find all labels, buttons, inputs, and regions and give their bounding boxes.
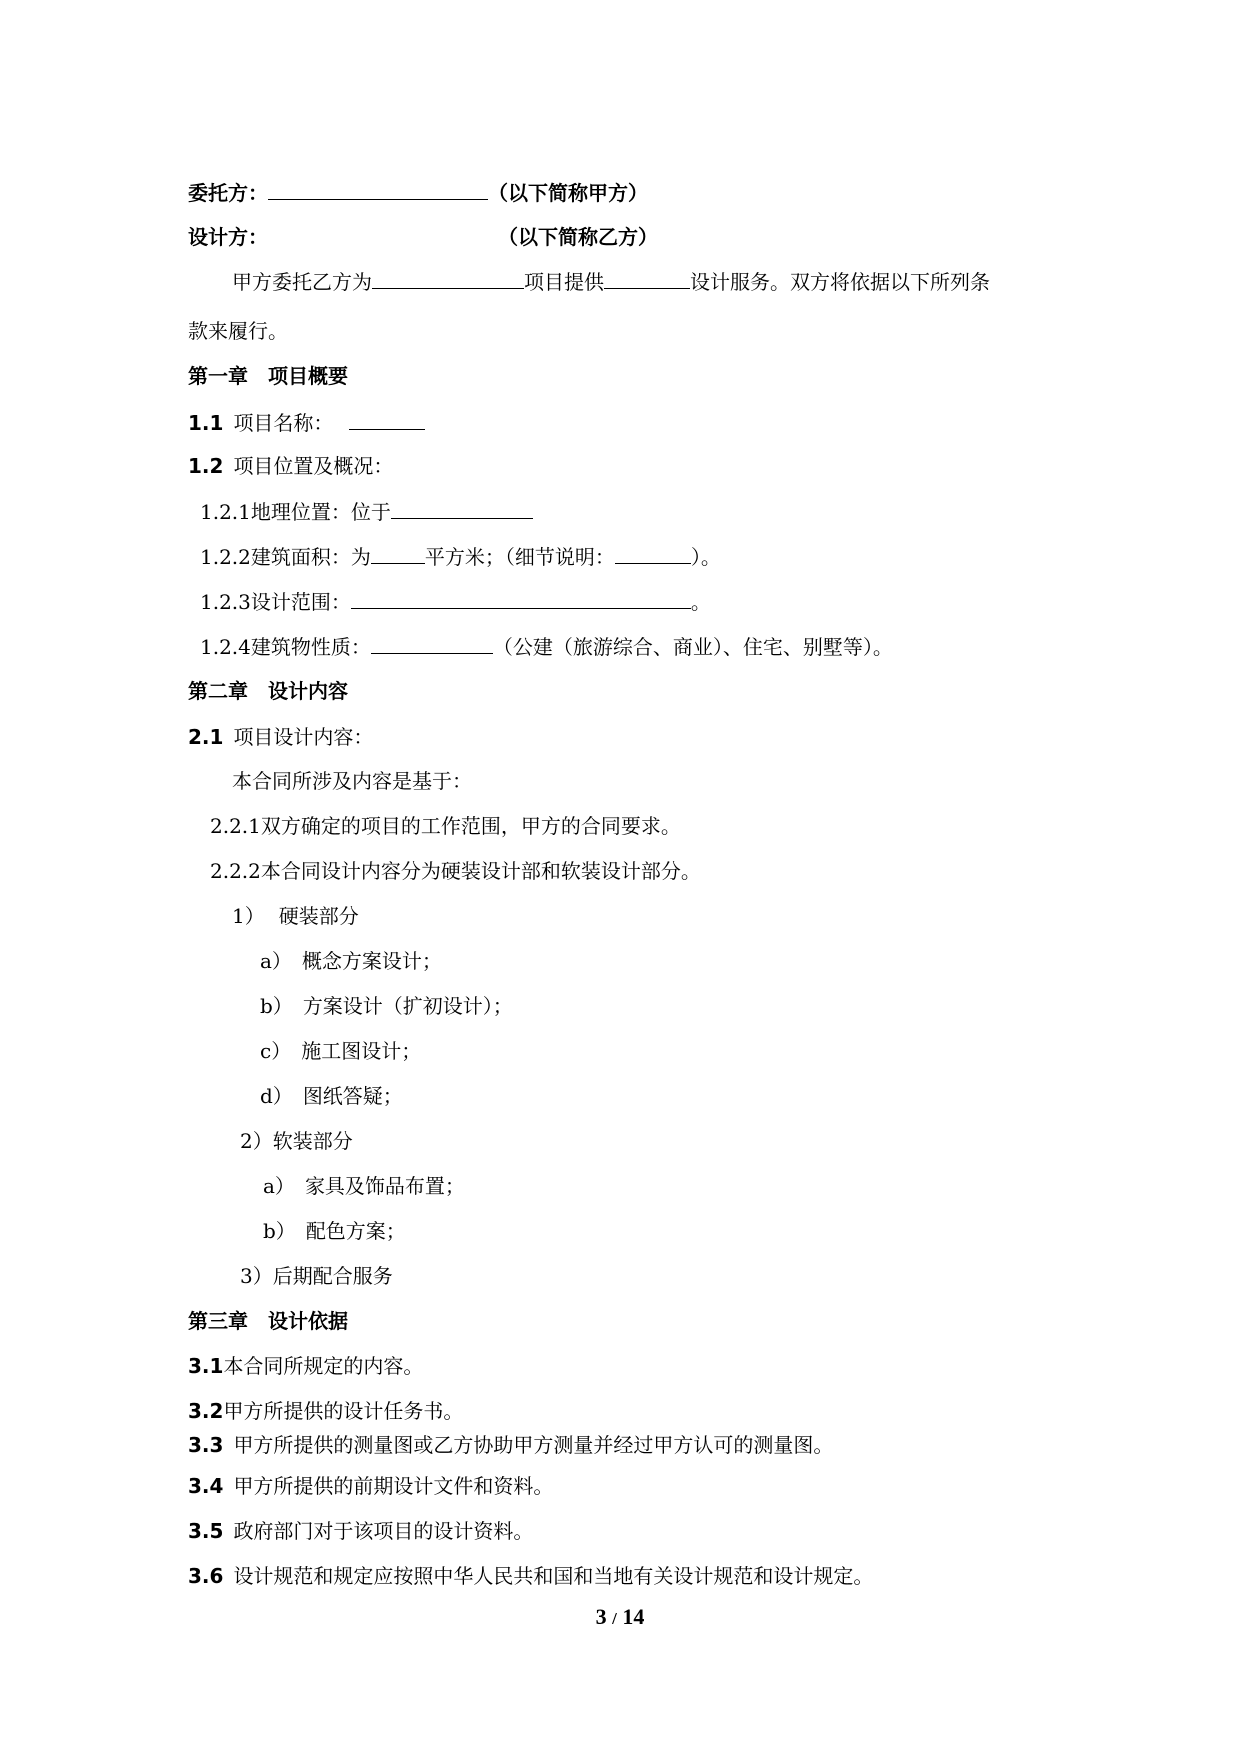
hard-item-d — [260, 1083, 403, 1109]
list-marker: d） — [260, 1084, 293, 1108]
section-1-2-text: 项目位置及概况： — [233, 454, 394, 478]
list-item-text: 配色方案； — [305, 1219, 406, 1243]
total-pages: 14 — [622, 1604, 645, 1629]
list-marker: c） — [260, 1039, 292, 1063]
section-1-2-3-end: 。 — [690, 590, 711, 614]
section-text: 本合同所规定的内容。 — [223, 1354, 424, 1378]
section-2-2-1: 2.2.1双方确定的项目的工作范围，甲方的合同要求。 — [210, 814, 681, 838]
soft-item-b — [263, 1218, 406, 1244]
section-3-3 — [188, 1432, 833, 1458]
section-1-2-1-text: 1.2.1地理位置：位于 — [200, 500, 391, 524]
section-1-2-4-options: （公建（旅游综合、商业）、住宅、别墅等）。 — [492, 635, 893, 659]
section-1-1 — [188, 409, 425, 436]
list-item-text: 方案设计（扩初设计）； — [302, 994, 513, 1018]
section-1-2-4-text: 1.2.4建筑物性质： — [200, 635, 371, 659]
client-suffix: （以下简称甲方） — [488, 181, 648, 205]
intro-line-2 — [188, 318, 288, 344]
hard-item-b — [260, 993, 513, 1019]
soft-decoration-heading: 2）软装部分 — [240, 1129, 353, 1153]
section-1-1-text: 项目名称： — [233, 411, 334, 435]
section-2-1 — [188, 724, 373, 750]
intro-line-1 — [232, 268, 990, 295]
hard-decoration-number: 1） — [232, 904, 265, 928]
section-number: 3.1 — [188, 1354, 224, 1378]
soft-item-a — [263, 1173, 465, 1199]
section-1-2-4 — [200, 633, 893, 660]
designer-label: 设计方： — [188, 225, 268, 249]
section-3-1 — [188, 1353, 423, 1379]
client-label: 委托方： — [188, 181, 268, 205]
list-marker: a） — [263, 1174, 295, 1198]
section-number: 3.3 — [188, 1433, 224, 1457]
after-service-heading: 3）后期配合服务 — [240, 1264, 393, 1288]
section-1-2-2-close: ）。 — [690, 545, 721, 569]
section-1-2-1 — [200, 498, 533, 525]
location-blank — [391, 498, 533, 519]
section-text: 设计规范和规定应按照中华人民共和国和当地有关设计规范和设计规定。 — [233, 1564, 874, 1588]
intro-part1: 甲方委托乙方为 — [232, 270, 372, 294]
hard-item-c — [260, 1038, 421, 1064]
building-type-blank — [371, 633, 493, 654]
area-blank — [371, 543, 425, 564]
section-1-2-2-text: 1.2.2建筑面积：为 — [200, 545, 371, 569]
intro-part3: 设计服务。双方将依据以下所列条 — [690, 270, 990, 294]
project-name-blank — [372, 268, 524, 289]
section-2-1-number: 2.1 — [188, 725, 224, 749]
intro-part2: 项目提供 — [524, 270, 604, 294]
page-number — [0, 1604, 1240, 1630]
section-number: 3.4 — [188, 1474, 224, 1498]
current-page: 3 — [595, 1604, 607, 1629]
section-3-5 — [188, 1518, 533, 1544]
design-scope-blank — [351, 588, 691, 609]
section-1-2-number: 1.2 — [188, 454, 224, 478]
list-item-text: 概念方案设计； — [301, 949, 442, 973]
chapter1-title: 第一章 项目概要 — [188, 364, 348, 388]
designer-suffix: （以下简称乙方） — [498, 225, 658, 249]
section-1-1-number: 1.1 — [188, 411, 224, 435]
section-3-6 — [188, 1563, 873, 1589]
section-number: 3.6 — [188, 1564, 224, 1588]
section-text: 甲方所提供的前期设计文件和资料。 — [233, 1474, 554, 1498]
section-text: 甲方所提供的测量图或乙方协助甲方测量并经过甲方认可的测量图。 — [233, 1433, 834, 1457]
hard-decoration-heading — [232, 903, 359, 929]
list-item-text: 家具及饰品布置； — [304, 1174, 465, 1198]
section-number: 3.5 — [188, 1519, 224, 1543]
chapter3-title: 第三章 设计依据 — [188, 1309, 348, 1333]
section-2-1-text: 项目设计内容： — [233, 725, 374, 749]
section-text: 政府部门对于该项目的设计资料。 — [233, 1519, 534, 1543]
page-separator: / — [612, 1609, 617, 1628]
list-marker: b） — [260, 994, 293, 1018]
basis-intro: 本合同所涉及内容是基于： — [232, 769, 472, 793]
list-marker: b） — [263, 1219, 296, 1243]
section-1-2 — [188, 453, 393, 479]
client-name-blank — [268, 179, 488, 200]
designer-line — [188, 224, 658, 250]
service-type-blank — [604, 268, 690, 289]
client-line — [188, 179, 648, 206]
area-detail-blank — [615, 543, 691, 564]
list-marker: a） — [260, 949, 292, 973]
section-number: 3.2 — [188, 1399, 224, 1423]
section-text: 甲方所提供的设计任务书。 — [223, 1399, 464, 1423]
list-item-text: 图纸答疑； — [302, 1084, 403, 1108]
section-3-2 — [188, 1398, 463, 1424]
section-1-2-2 — [200, 543, 721, 570]
section-3-4 — [188, 1473, 553, 1499]
hard-item-a — [260, 948, 442, 974]
section-1-2-3 — [200, 588, 711, 615]
hard-decoration-title: 硬装部分 — [278, 904, 359, 928]
intro-part4: 款来履行。 — [188, 319, 288, 343]
section-1-2-3-text: 1.2.3设计范围： — [200, 590, 351, 614]
section-2-2-2: 2.2.2本合同设计内容分为硬装设计部和软装设计部分。 — [210, 859, 701, 883]
project-name-field — [349, 409, 425, 430]
chapter2-title: 第二章 设计内容 — [188, 679, 348, 703]
section-1-2-2-unit: 平方米；（细节说明： — [424, 545, 615, 569]
list-item-text: 施工图设计； — [301, 1039, 422, 1063]
